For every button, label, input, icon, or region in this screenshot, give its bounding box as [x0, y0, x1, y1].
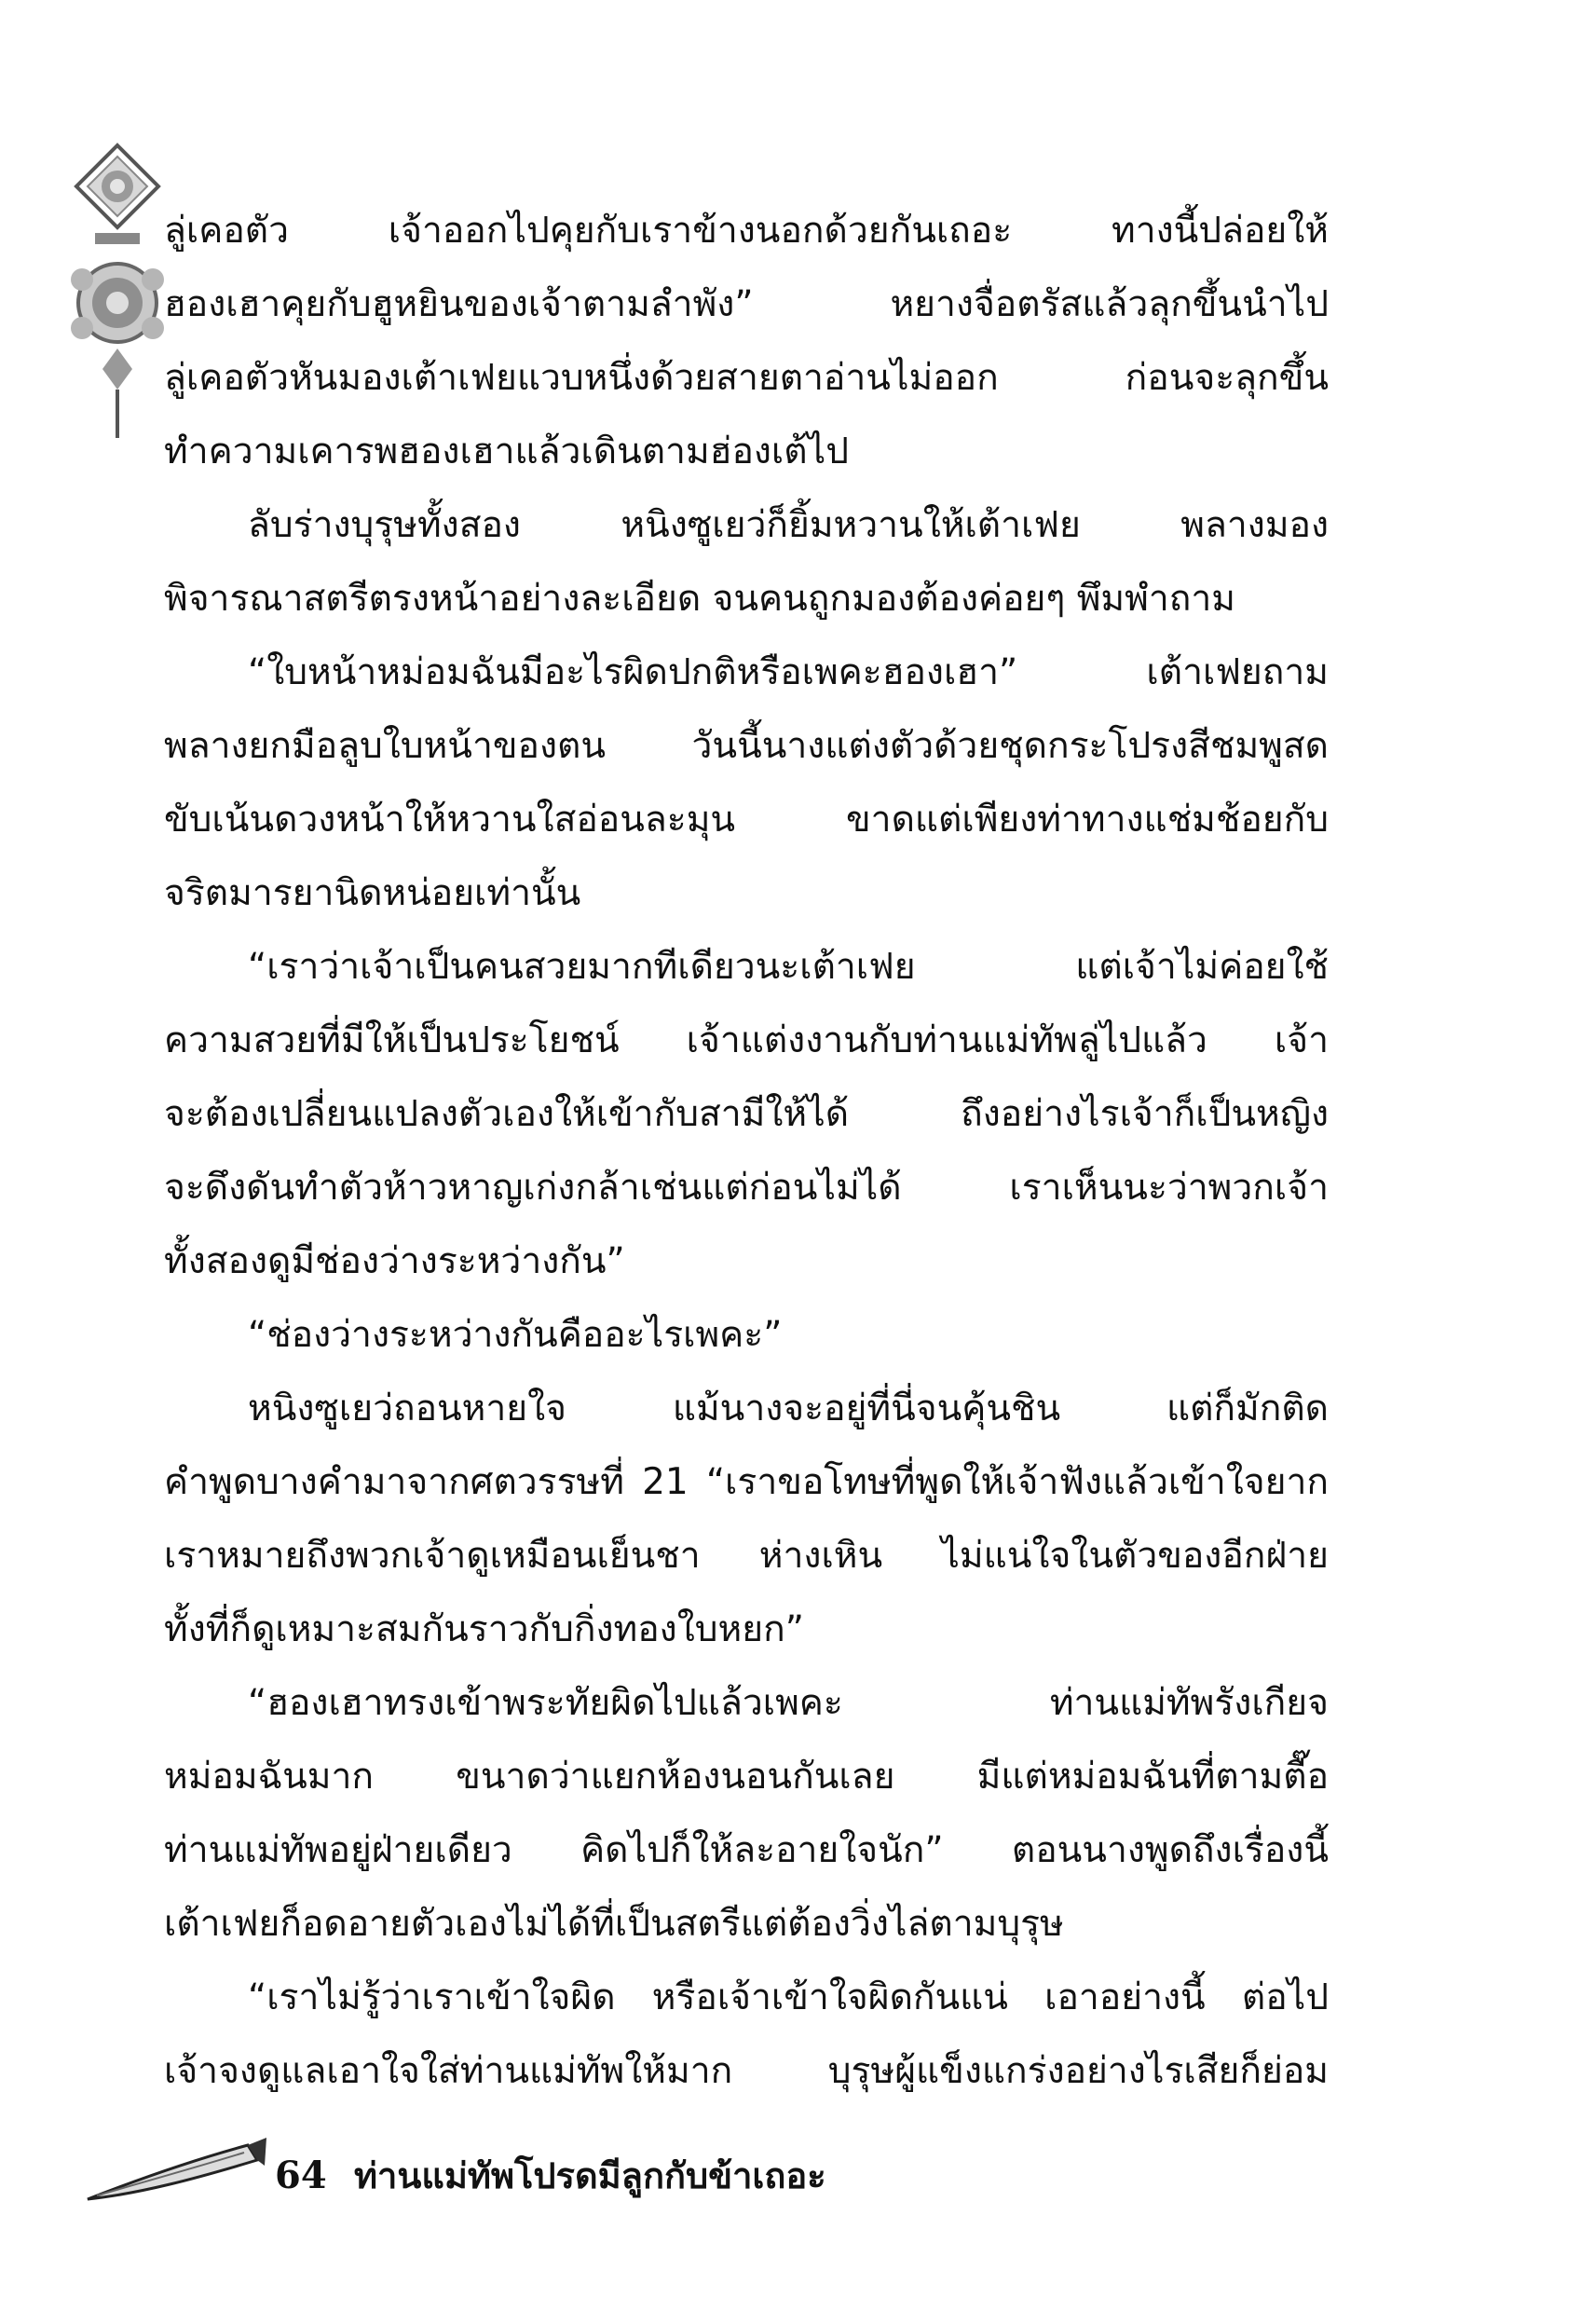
text-line: ลู่เคอตัวหันมองเต้าเฟยแวบหนึ่งด้วยสายตาอ่านไม่ออก ก่อนจะลุกขึ้น	[164, 357, 1329, 399]
text-line: เต้าเฟยก็อดอายตัวเองไม่ได้ที่เป็นสตรีแต่ต้องวิ่งไล่ตามบุรุษ	[164, 1903, 1064, 1945]
text-line: จะต้องเปลี่ยนแปลงตัวเองให้เข้ากับสามีให้ได้ ถึงอย่างไรเจ้าก็เป็นหญิง	[164, 1093, 1329, 1135]
text-line: พิจารณาสตรีตรงหน้าอย่างละเอียด จนคนถูกมองต้องค่อยๆ พึมพำถาม	[164, 578, 1235, 620]
page-footer	[75, 2125, 1006, 2227]
text-line: “เราไม่รู้ว่าเราเข้าใจผิด หรือเจ้าเข้าใจผิดกันแน่ เอาอย่างนี้ ต่อไป	[248, 1976, 1329, 2018]
text-line: ท่านแม่ทัพอยู่ฝ่ายเดียว คิดไปก็ให้ละอายใจนัก” ตอนนางพูดถึงเรื่องนี้	[164, 1829, 1329, 1871]
text-line: ลู่เคอตัว เจ้าออกไปคุยกับเราข้างนอกด้วยกันเถอะ ทางนี้ปล่อยให้	[164, 210, 1329, 252]
text-line: พลางยกมือลูบใบหน้าของตน วันนี้นางแต่งตัวด้วยชุดกระโปรงสีชมพูสด	[164, 725, 1329, 767]
quill-pen-icon	[84, 2132, 270, 2207]
text-line: ทำความเคารพฮองเฮาแล้วเดินตามฮ่องเต้ไป	[164, 431, 849, 472]
text-line: เราหมายถึงพวกเจ้าดูเหมือนเย็นชา ห่างเหิน ไม่แน่ใจในตัวของอีกฝ่าย	[164, 1535, 1329, 1577]
text-line: ทั้งสองดูมีช่องว่างระหว่างกัน”	[164, 1240, 625, 1282]
text-line: ทั้งที่ก็ดูเหมาะสมกันราวกับกิ่งทองใบหยก”	[164, 1608, 804, 1650]
text-line: “ช่องว่างระหว่างกันคืออะไรเพคะ”	[248, 1314, 783, 1356]
text-line: คำพูดบางคำมาจากศตวรรษที่ 21 “เราขอโทษที่พูดให้เจ้าฟังแล้วเข้าใจยาก	[164, 1461, 1329, 1503]
text-line: ความสวยที่มีให้เป็นประโยชน์ เจ้าแต่งงานกับท่านแม่ทัพลู่ไปแล้ว เจ้า	[164, 1019, 1329, 1061]
text-line: หนิงซูเยว่ถอนหายใจ แม้นางจะอยู่ที่นี่จนคุ้นชิน แต่ก็มักติด	[248, 1388, 1329, 1429]
text-line: “ฮองเฮาทรงเข้าพระทัยผิดไปแล้วเพคะ ท่านแม่ทัพรังเกียจ	[248, 1682, 1329, 1724]
text-line: จะดึงดันทำตัวห้าวหาญเก่งกล้าเช่นแต่ก่อนไม่ได้ เราเห็นนะว่าพวกเจ้า	[164, 1167, 1329, 1209]
body-text	[164, 194, 1329, 2108]
text-line: จริตมารยานิดหน่อยเท่านั้น	[164, 872, 581, 914]
text-line: เจ้าจงดูแลเอาใจใส่ท่านแม่ทัพให้มาก บุรุษผู้แข็งแกร่งอย่างไรเสียก็ย่อม	[164, 2050, 1329, 2092]
text-line: ฮองเฮาคุยกับฮูหยินของเจ้าตามลำพัง” หยางจื่อตรัสแล้วลุกขึ้นนำไป	[164, 283, 1329, 325]
book-title: ท่านแม่ทัพโปรดมีลูกกับข้าเถอะ	[354, 2154, 826, 2196]
text-line: ขับเน้นดวงหน้าให้หวานใสอ่อนละมุน ขาดแต่เพียงท่าทางแช่มช้อยกับ	[164, 799, 1329, 841]
text-line: หม่อมฉันมาก ขนาดว่าแยกห้องนอนกันเลย มีแต่หม่อมฉันที่ตามตื๊อ	[164, 1756, 1329, 1798]
text-line: “เราว่าเจ้าเป็นคนสวยมากทีเดียวนะเต้าเฟย แต่เจ้าไม่ค่อยใช้	[248, 946, 1329, 988]
text-line: “ใบหน้าหม่อมฉันมีอะไรผิดปกติหรือเพคะฮองเฮา” เต้าเฟยถาม	[248, 651, 1329, 693]
decorative-emblem-icon	[61, 140, 173, 447]
text-line: ลับร่างบุรุษทั้งสอง หนิงซูเยว่ก็ยิ้มหวานให้เต้าเฟย พลางมอง	[248, 504, 1329, 546]
page-number: 64	[275, 2154, 327, 2197]
